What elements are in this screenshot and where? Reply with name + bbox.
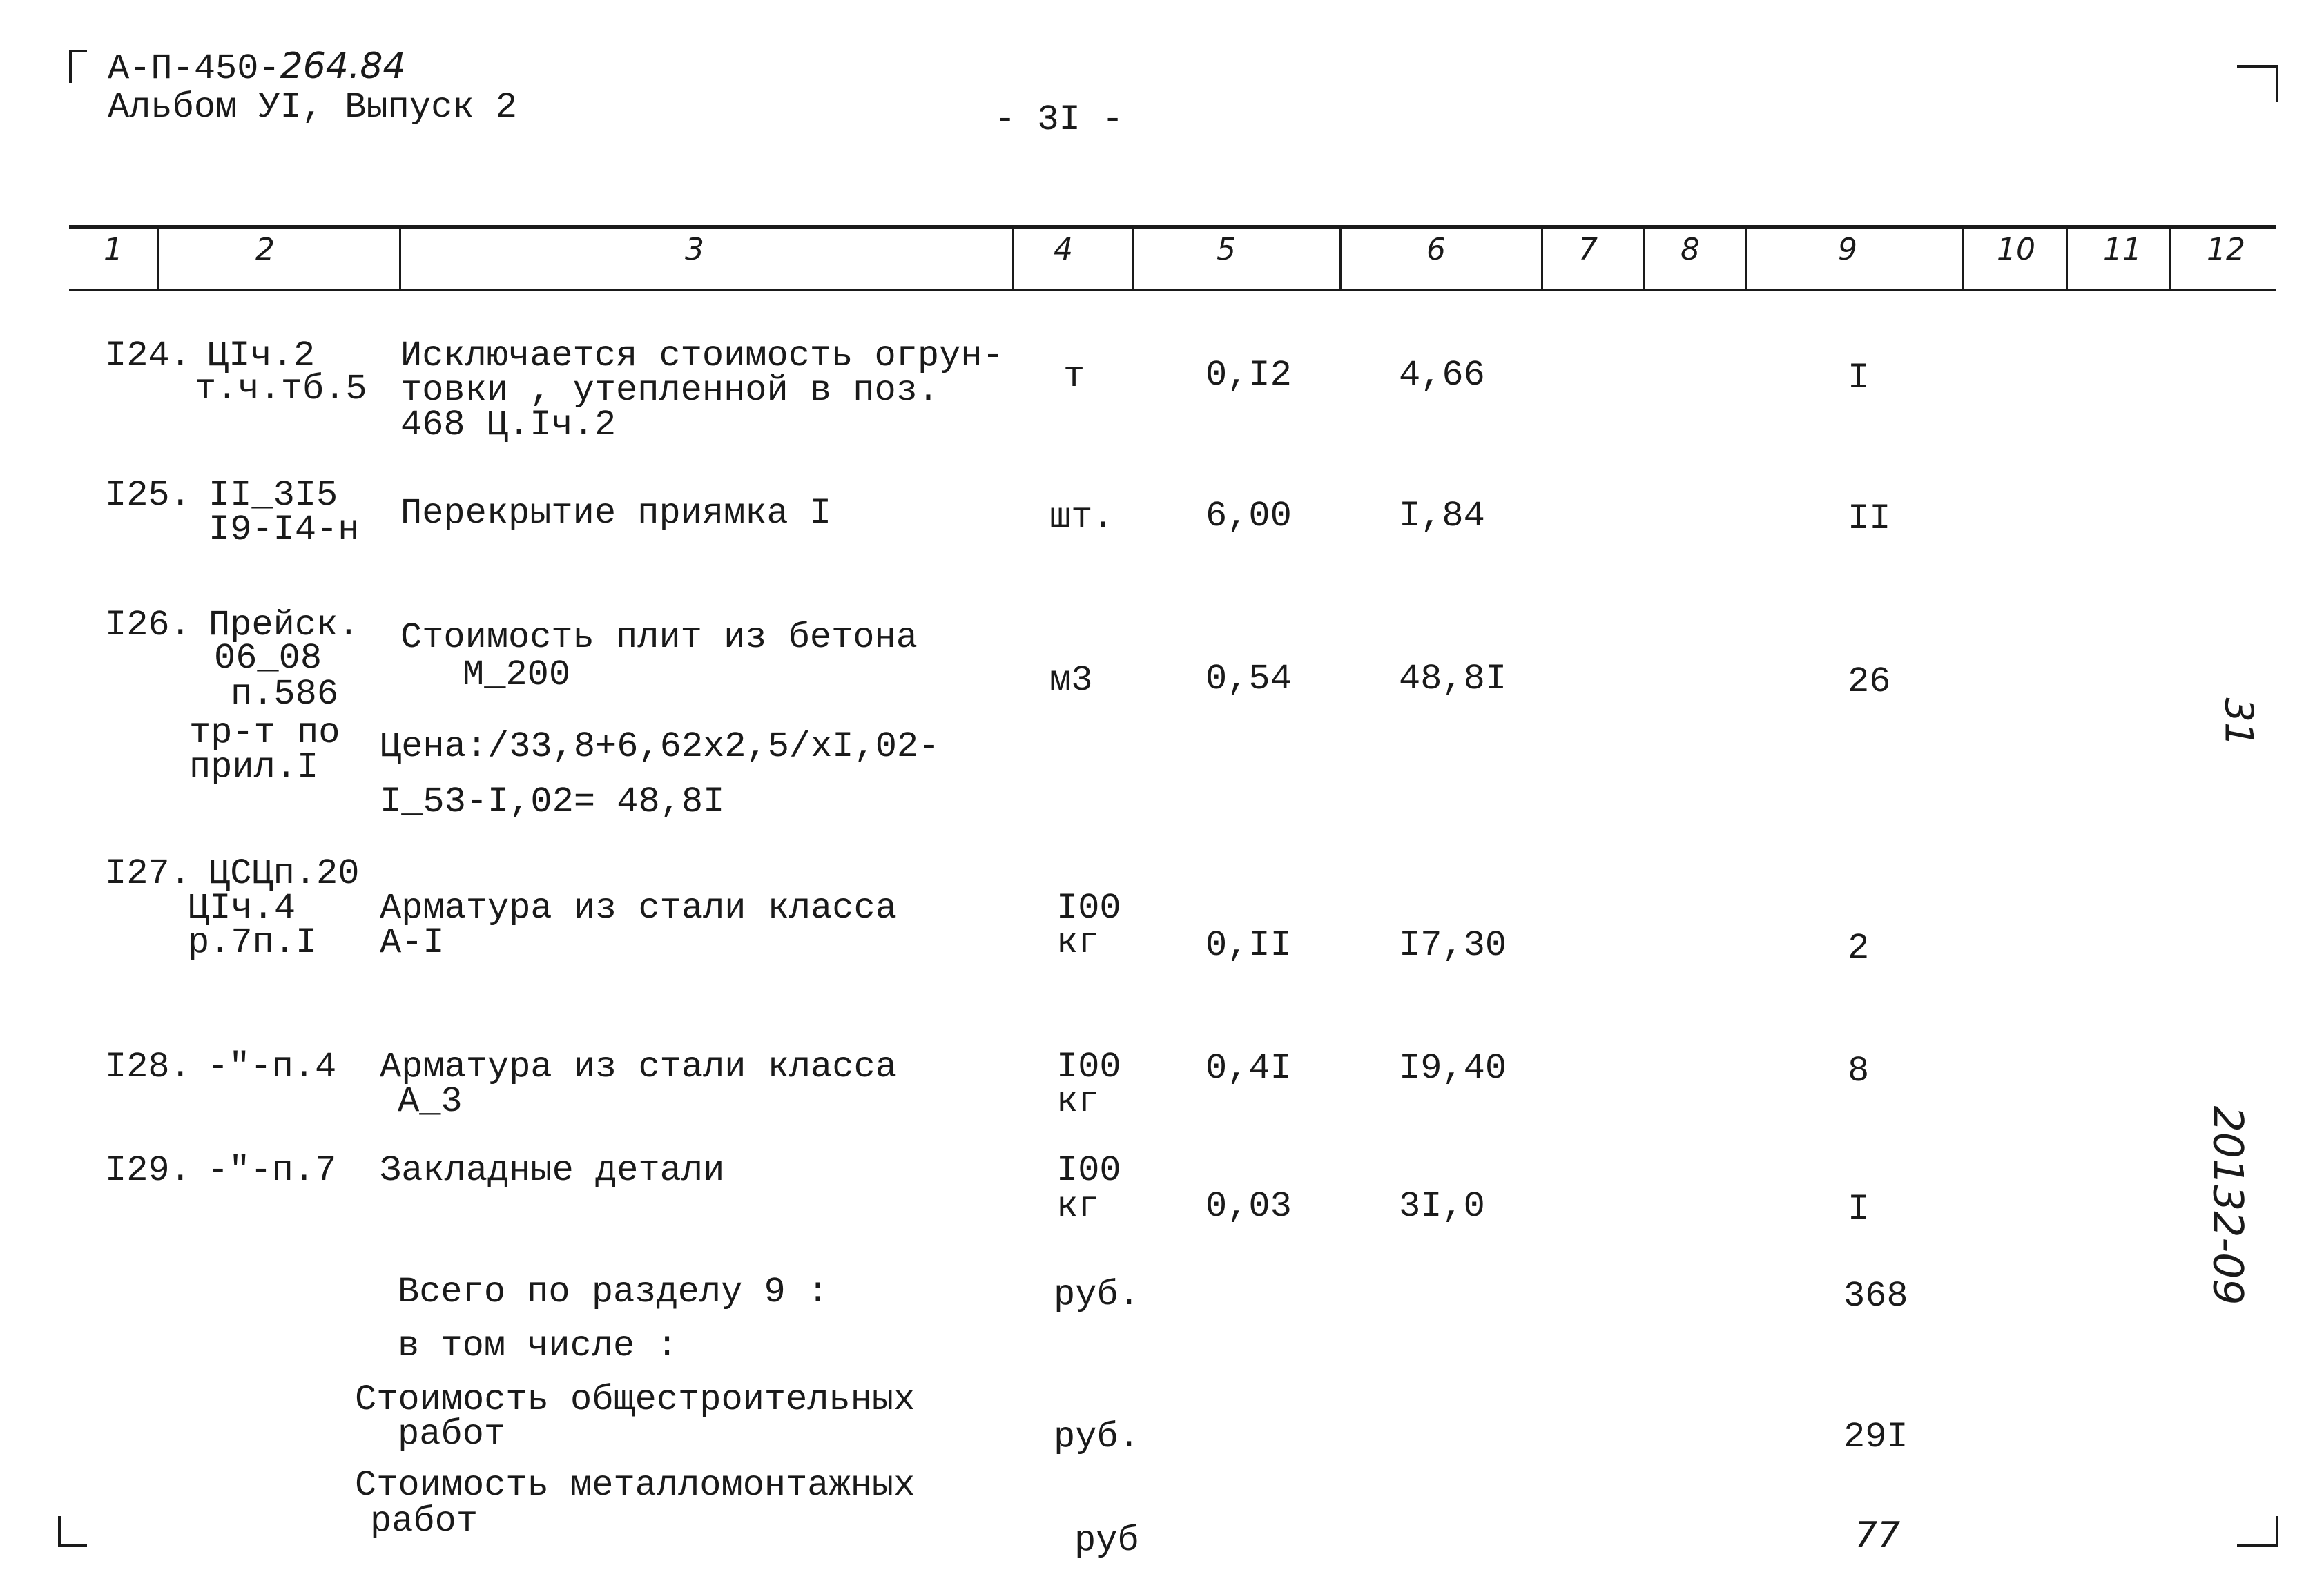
row-quantity: 0,II [1205,925,1292,966]
column-header: 6 [1426,232,1446,267]
row-unit-price: 48,8I [1399,659,1507,699]
row-unit: м3 [1049,660,1093,701]
doc-code-handwritten: 264.84 [280,46,406,87]
row-reference: I9-I4-н [209,510,360,550]
row-description: Закладные детали [380,1150,725,1191]
total-label: Всего по разделу 9 : [398,1272,829,1312]
row-total: I [1848,1189,1870,1230]
row-reference: ЦСЦп.20 [209,853,360,894]
row-unit: кг [1056,1081,1100,1122]
row-reference: ЦIч.2 [207,336,316,376]
metal-works-label: Стоимость металломонтажных [355,1465,916,1506]
column-header: 3 [685,232,704,267]
row-description: А-I [380,922,445,963]
row-total: 8 [1848,1051,1870,1092]
row-reference: 06_08 [214,638,322,679]
row-unit-price: I,84 [1399,496,1485,536]
row-unit-price: I9,40 [1399,1048,1507,1089]
row-quantity: 0,4I [1205,1048,1292,1089]
row-reference: Прейск. [209,605,360,646]
column-header: 7 [1578,232,1598,267]
row-description: Цена:/33,8+6,62х2,5/хI,02- [380,726,940,767]
col-divider [1962,228,1964,290]
album-title: Альбом УI, Выпуск 2 [108,87,517,128]
column-header: 4 [1054,232,1073,267]
row-unit-price: 4,66 [1399,355,1485,396]
row-reference: -"-п.7 [207,1150,337,1191]
row-reference: ЦIч.4 [188,888,296,929]
row-number: I29. [105,1150,191,1191]
column-header: 5 [1217,232,1236,267]
row-reference: т.ч.тб.5 [195,369,367,409]
general-works-label: Стоимость общестроительных [355,1379,916,1420]
col-divider [157,228,159,290]
doc-code-typed: А-П-450- [108,48,280,89]
row-number: I27. [105,853,191,894]
page-number: - 3I - [994,99,1124,140]
col-divider [1012,228,1014,290]
corner-mark-top-left [69,50,87,83]
row-reference: п.586 [231,674,339,715]
row-quantity: 0,54 [1205,659,1292,699]
row-quantity: 0,03 [1205,1186,1292,1227]
row-unit-price: 3I,0 [1399,1186,1485,1227]
row-number: I26. [105,605,191,646]
column-header: 2 [255,232,275,267]
col-divider [2066,228,2068,290]
row-description: 468 Ц.Iч.2 [400,405,617,445]
row-description: Исключается стоимость огрун- [400,336,1004,376]
row-unit: т [1063,356,1085,397]
row-unit: I00 [1056,1047,1121,1087]
row-unit: шт. [1049,497,1114,538]
row-total: I [1848,358,1870,398]
row-description: Перекрытие приямка I [400,493,832,534]
including-label: в том числе : [398,1326,678,1366]
row-reference: прил.I [189,747,319,788]
col-divider [399,228,401,290]
general-works-label: работ [398,1414,506,1455]
metal-works-label: работ [370,1501,478,1542]
general-works-unit: руб. [1054,1417,1140,1457]
corner-mark-bottom-right [2237,1516,2278,1547]
row-reference: тр-т по [189,712,340,753]
row-description: товки , утепленной в поз. [400,370,940,411]
column-header: 12 [2207,232,2245,267]
column-header: 9 [1838,232,1857,267]
row-number: I24. [105,336,191,376]
row-reference: -"-п.4 [207,1047,337,1087]
row-description: Арматура из стали класса [380,1047,897,1087]
row-description: А_3 [398,1081,463,1122]
margin-stamp-number: 20132-09 [2203,1105,2252,1306]
corner-mark-top-right [2237,65,2278,102]
row-number: I25. [105,475,191,516]
row-total: 26 [1848,661,1891,702]
column-header: 10 [1997,232,2035,267]
doc-code [108,48,406,87]
col-divider [1643,228,1645,290]
total-unit: руб. [1054,1274,1140,1315]
corner-mark-bottom-left [58,1516,87,1547]
total-value: 368 [1843,1276,1908,1317]
row-number: I28. [105,1047,191,1087]
margin-page-number: 31 [2216,697,2261,747]
row-reference: р.7п.I [188,922,318,963]
row-description: I_53-I,02= 48,8I [380,782,725,822]
col-divider [2169,228,2171,290]
metal-works-value: 77 [1855,1515,1901,1556]
column-header: 1 [104,232,123,267]
column-header: 8 [1681,232,1700,267]
row-description: Арматура из стали класса [380,888,897,929]
row-quantity: 6,00 [1205,496,1292,536]
metal-works-unit: руб [1074,1520,1139,1561]
col-divider [1339,228,1342,290]
row-unit: I00 [1056,1150,1121,1191]
col-divider [1541,228,1543,290]
row-unit-price: I7,30 [1399,925,1507,966]
row-description: М_200 [463,655,571,695]
row-total: 2 [1848,928,1870,969]
col-divider [1132,228,1134,290]
row-total: II [1848,498,1891,539]
row-description: Стоимость плит из бетона [400,617,918,658]
general-works-value: 29I [1843,1417,1908,1457]
col-divider [1745,228,1747,290]
column-header: 11 [2103,232,2142,267]
row-unit: кг [1056,922,1100,963]
row-reference: II_3I5 [209,475,338,516]
row-unit: I00 [1056,888,1121,929]
row-quantity: 0,I2 [1205,355,1292,396]
row-unit: кг [1056,1186,1100,1227]
